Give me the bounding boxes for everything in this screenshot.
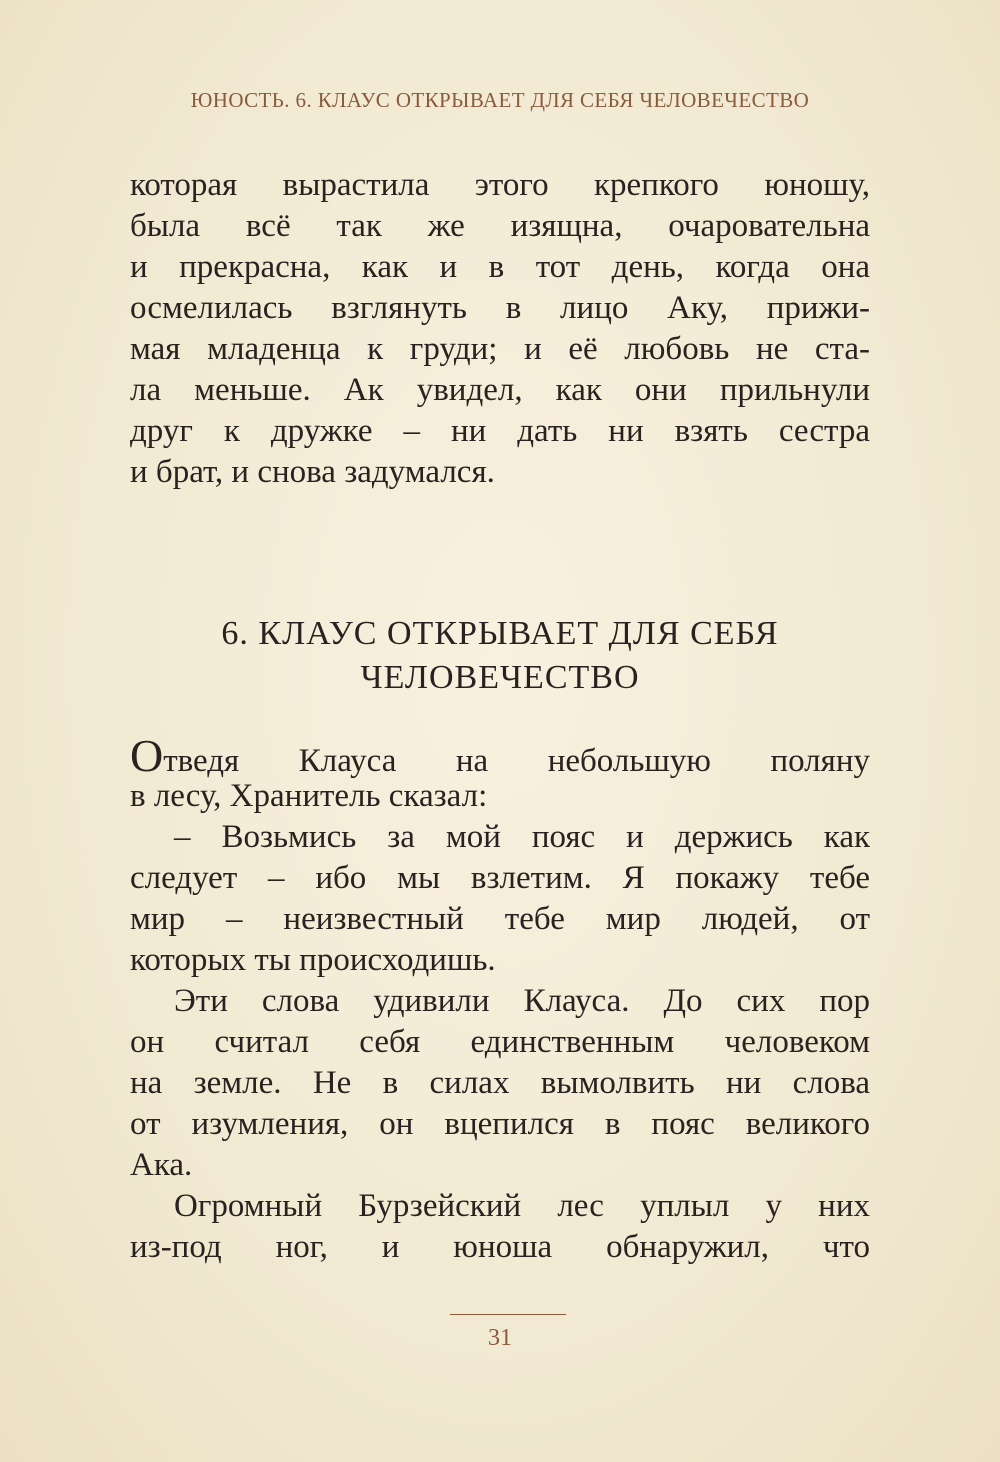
text-line: Огромный Бурзейский лес уплыл у них: [174, 1188, 870, 1224]
chapter-title: [0, 612, 1000, 700]
text-line: в лесу, Хранитель сказал:: [130, 778, 488, 814]
text-line: мир – неизвестный тебе мир людей, от: [130, 901, 870, 937]
chapter-title-line-1: 6. КЛАУС ОТКРЫВАЕТ ДЛЯ СЕБЯ: [221, 615, 779, 652]
text-line: друг к дружке – ни дать ни взять сестра: [130, 413, 870, 449]
text-line: ла меньше. Ак увидел, как они прильнули: [130, 372, 870, 408]
chapter-body: [130, 730, 870, 1268]
text-line: Ака.: [130, 1147, 193, 1183]
text-line: Эти слова удивили Клауса. До сих пор: [174, 983, 870, 1019]
text-line: была всё так же изящна, очаровательна: [130, 208, 870, 244]
text-line: из-под ног, и юноша обнаружил, что: [130, 1229, 870, 1265]
first-line-text: тведя Клауса на небольшую поляну: [163, 743, 870, 779]
page-number: 31: [488, 1325, 512, 1351]
chapter-title-line-2: ЧЕЛОВЕЧЕСТВО: [360, 659, 640, 696]
text-line: которая вырастила этого крепкого юношу,: [130, 167, 870, 203]
footer-rule: [450, 1314, 566, 1315]
text-line: он считал себя единственным человеком: [130, 1024, 870, 1060]
drop-cap: О: [130, 730, 164, 781]
text-line: которых ты происходишь.: [130, 942, 496, 978]
text-line: и прекрасна, как и в тот день, когда она: [130, 249, 870, 285]
text-line: и брат, и снова задумался.: [130, 454, 495, 490]
text-line: на земле. Не в силах вымолвить ни слова: [130, 1065, 870, 1101]
text-line: от изумления, он вцепился в пояс великого: [130, 1106, 870, 1142]
text-line: осмелилась взглянуть в лицо Аку, прижи-: [130, 290, 870, 326]
first-line: [130, 730, 870, 781]
paragraph-continued: [130, 165, 870, 493]
text-line: – Возьмись за мой пояс и держись как: [174, 819, 870, 855]
running-head: ЮНОСТЬ. 6. КЛАУС ОТКРЫВАЕТ ДЛЯ СЕБЯ ЧЕЛОВЕЧЕСТВО: [190, 88, 810, 112]
text-line: мая младенца к груди; и её любовь не ста-: [130, 331, 870, 367]
text-line: следует – ибо мы взлетим. Я покажу тебе: [130, 860, 870, 896]
